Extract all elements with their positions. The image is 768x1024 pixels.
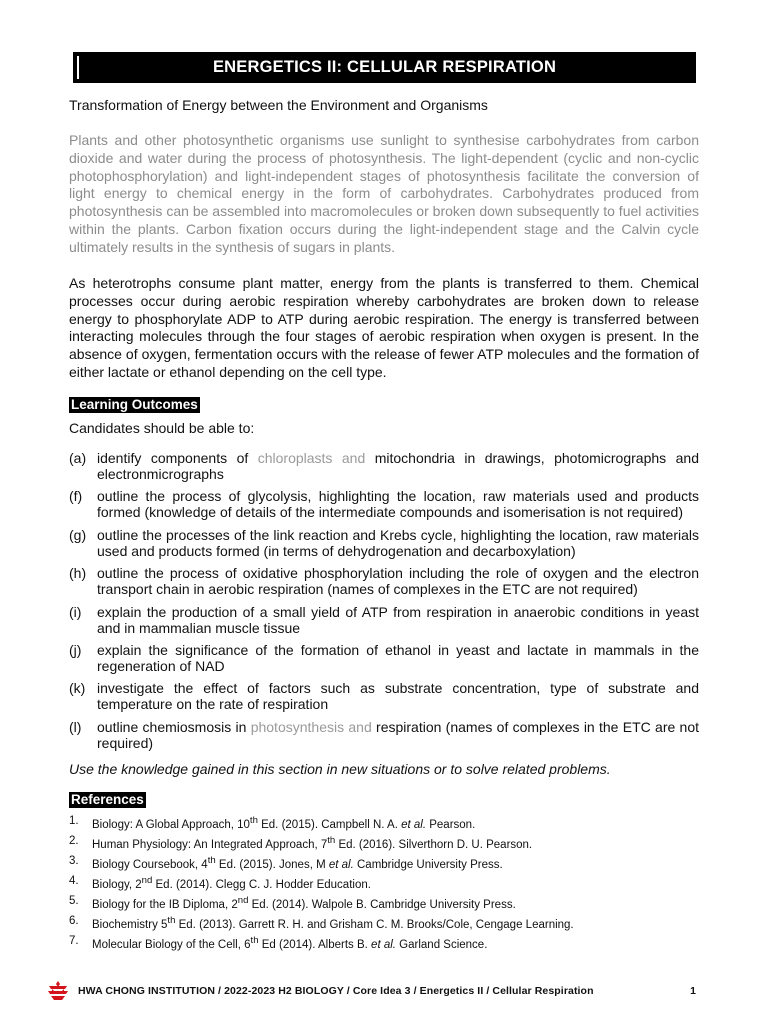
learning-outcome-item xyxy=(69,680,699,712)
reference-item: 5. Biology for the IB Diploma, 2nd Ed. (2014). Walpole B. Cambridge University Press. xyxy=(69,895,516,911)
references-list xyxy=(69,813,709,953)
outcome-text: outline the process of glycolysis, highlighting the location, raw materials used and products formed (knowledge of details of the intermediate compounds and isomerisation is not required) xyxy=(97,488,699,521)
learning-outcome-item xyxy=(69,488,699,520)
learning-outcome-item xyxy=(69,604,699,636)
reference-item: 1. Biology: A Global Approach, 10th Ed. (2015). Campbell N. A. et al. Pearson. xyxy=(69,815,476,831)
outcome-muted-text: chloroplasts and xyxy=(257,450,366,466)
intro-paragraph-heterotrophs: As heterotrophs consume plant matter, energy from the plants is transferred to them. Chemical processes occur during aerobic respiration whereby carbohydrates are broken down to release energy to phosphorylate ADP to ATP during aerobic respiration. The energy is transferred between interacting molecules through the four stages of aerobic respiration when oxygen is present. In the absence of oxygen, fermentation occurs with the release of fewer ATP molecules and the formation of either lactate or ethanol depending on the cell type. xyxy=(69,275,699,380)
outcome-letter: (j) xyxy=(69,641,82,658)
learning-outcome-item xyxy=(69,450,699,482)
outcome-letter: (i) xyxy=(69,603,82,620)
reference-item: 3. Biology Coursebook, 4th Ed. (2015). Jones, M et al. Cambridge University Press. xyxy=(69,855,503,871)
outcome-text: outline the process of oxidative phosphorylation including the role of oxygen and the electron transport chain in aerobic respiration (names of complexes in the ETC are not required) xyxy=(97,565,699,598)
page-footer xyxy=(46,980,706,1004)
outcome-letter: (k) xyxy=(69,680,86,697)
page-number: 1 xyxy=(690,985,696,997)
reference-item: 7. Molecular Biology of the Cell, 6th Ed (2014). Alberts B. et al. Garland Science. xyxy=(69,935,488,952)
outcome-text: explain the production of a small yield of ATP from respiration in anaerobic conditions in yeast and in mammalian muscle tissue xyxy=(97,603,699,636)
outcome-text: identify components of chloroplasts and mitochondria in drawings, photomicrographs and electronmicrographs xyxy=(97,450,699,482)
learning-outcome-item xyxy=(69,642,699,674)
outcome-text: outline the processes of the link reaction and Krebs cycle, highlighting the location, raw materials used and products formed (in terms of dehydrogenation and decarboxylation) xyxy=(97,526,699,559)
learning-outcome-item xyxy=(69,527,699,559)
outcome-text: investigate the effect of factors such as substrate concentration, type of substrate and temperature on the rate of respiration xyxy=(97,680,699,713)
learning-outcome-item xyxy=(69,565,699,597)
outcome-letter: (l) xyxy=(69,718,82,735)
learning-outcomes-list xyxy=(69,450,699,757)
outcome-letter: (h) xyxy=(69,565,87,582)
document-title: ENERGETICS II: CELLULAR RESPIRATION xyxy=(73,52,696,83)
outcome-letter: (a) xyxy=(69,450,87,466)
outcome-text: explain the significance of the formation of ethanol in yeast and lactate in mammals in the regeneration of NAD xyxy=(97,641,699,674)
application-note: Use the knowledge gained in this section in new situations or to solve related problems. xyxy=(69,761,611,777)
learning-outcomes-heading: Learning Outcomes xyxy=(71,397,198,412)
reference-item: 4. Biology, 2nd Ed. (2014). Clegg C. J. Hodder Education. xyxy=(69,875,371,891)
outcome-text: outline chemiosmosis in photosynthesis and respiration (names of complexes in the ETC are not required) xyxy=(97,718,700,751)
section-subtitle: Transformation of Energy between the Environment and Organisms xyxy=(69,97,488,113)
learning-outcome-item xyxy=(69,719,699,751)
reference-item: 2. Human Physiology: An Integrated Approach, 7th Ed. (2016). Silverthorn D. U. Pearson. xyxy=(69,835,533,851)
footer-text: HWA CHONG INSTITUTION / 2022-2023 H2 BIOLOGY / Core Idea 3 / Energetics II / Cellular Respiration xyxy=(78,985,594,997)
school-logo-icon xyxy=(46,980,70,1002)
outcome-letter: (f) xyxy=(69,488,83,505)
outcome-muted-text: photosynthesis and xyxy=(250,718,372,735)
intro-paragraph-photosynthesis: Plants and other photosynthetic organisms use sunlight to synthesise carbohydrates from carbon dioxide and water during the process of photosynthesis. The light-dependent (cyclic and non-cyclic photophosphorylation) and light-independent stages of photosynthesis facilitate the conversion of light energy to chemical energy in the form of carbohydrates. Carbohydrates produced from photosynthesis can be assembled into macromolecules or broken down subsequently to fuel activities within the plants. Carbon fixation occurs during the light-independent stage and the Calvin cycle ultimately results in the synthesis of sugars in plants. xyxy=(69,132,699,255)
reference-item: 6. Biochemistry 5th Ed. (2013). Garrett R. H. and Grisham C. M. Brooks/Cole, Cengage Learning. xyxy=(69,915,574,931)
learning-outcomes-lead: Candidates should be able to: xyxy=(69,420,255,436)
outcome-letter: (g) xyxy=(69,526,87,543)
references-heading: References xyxy=(71,792,144,807)
